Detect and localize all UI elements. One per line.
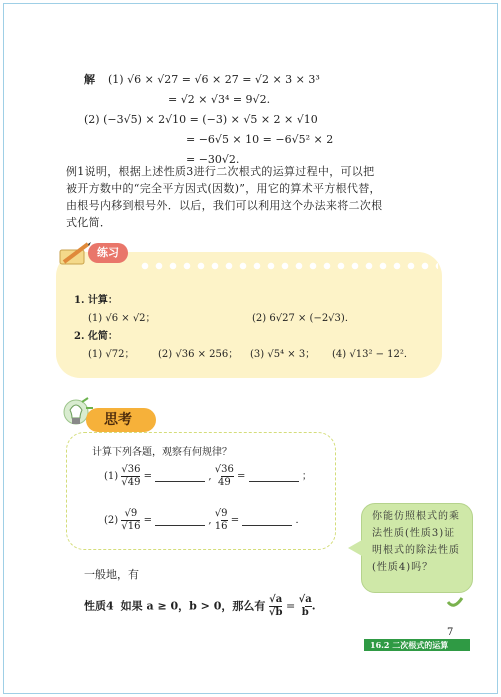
practice-q1a: (1) √6 × √2； (88, 313, 156, 324)
think-row-1-frac-2: √36 49 (214, 464, 234, 488)
solution-line-5: = −30√2. (186, 153, 240, 166)
page-number: 7 (447, 627, 454, 638)
solution-line-2: = √2 × √3⁴ = 9√2. (168, 93, 271, 106)
solution-line-1: (1) √6 × √27 = √6 × 27 = √2 × 3 × 3³ (108, 73, 320, 86)
property-4-rhs: √a b (298, 594, 312, 618)
practice-q2d: (4) √13² − 12²． (332, 349, 414, 360)
property-4-lhs: $\frac{√a}{√b}$ (268, 594, 283, 618)
think-row-2-frac-1: $\frac{√9}{√16}$ (121, 508, 141, 532)
explanation-paragraph: 例1说明，根据上述性质3进行二次根式的运算过程中，可以把被开方数中的“完全平方因式(因数)”，用它的算术平方根代替，由根号内移到根号外．以后，我们可以利用这个办法来将二次根式化简． (66, 165, 383, 229)
practice-dots (138, 261, 438, 271)
solution-label: 解 (84, 73, 95, 86)
property-4-text: 如果 a ≥ 0，b > 0，那么有 (120, 599, 266, 613)
practice-q1: 1. 计算： (74, 295, 118, 306)
swirl-icon (446, 594, 464, 614)
think-row-1: (1) $\frac{√36}{√49}$ = , √36 49 = ； (104, 464, 312, 488)
think-tab: 思考 (86, 408, 156, 432)
practice-q2b: (2) √36 × 256； (158, 349, 239, 360)
think-row-1-blank-2[interactable] (249, 471, 299, 482)
think-row-2-blank-1[interactable] (155, 515, 205, 526)
practice-q2: 2. 化简： (74, 331, 118, 342)
property-4: 性质4 如果 a ≥ 0，b > 0，那么有 $\frac{√a}{√b} = √a$ b . (84, 594, 316, 618)
practice-tab: 练习 (88, 243, 128, 263)
practice-q2c: (3) √5⁴ × 3； (250, 349, 316, 360)
think-row-1-label: (1) (104, 471, 119, 482)
think-row-2-blank-2[interactable] (242, 515, 292, 526)
practice-q2a: (1) √72； (88, 349, 135, 360)
bubble-pointer (348, 540, 362, 556)
section-footer: 16.2 二次根式的运算 (364, 639, 470, 651)
think-row-1-frac-1: $\frac{√36}{√49}$ (121, 464, 141, 488)
solution-line-3: (2) (−3√5) × 2√10 = (−3) × √5 × 2 × √10 (84, 113, 318, 126)
hint-bubble-text: 你能仿照根式的乘法性质(性质3)证明根式的除法性质(性质4)吗？ (372, 511, 460, 573)
general-text: 一般地，有 (84, 568, 139, 581)
pencil-book-icon (58, 240, 88, 266)
property-4-label: 性质4 (84, 599, 114, 613)
think-row-2: (2) $\frac{√9}{√16}$ = , √9 16 = ． (104, 508, 306, 532)
think-row-2-frac-2: √9 16 (214, 508, 228, 532)
think-prompt: 计算下列各题，观察有何规律？ (92, 447, 232, 458)
practice-q1b: (2) 6√27 × (−2√3)． (252, 313, 355, 324)
think-row-2-label: (2) (104, 515, 119, 526)
think-row-1-blank-1[interactable] (155, 471, 205, 482)
solution-line-4: = −6√5 × 10 = −6√5² × 2 (186, 133, 334, 146)
